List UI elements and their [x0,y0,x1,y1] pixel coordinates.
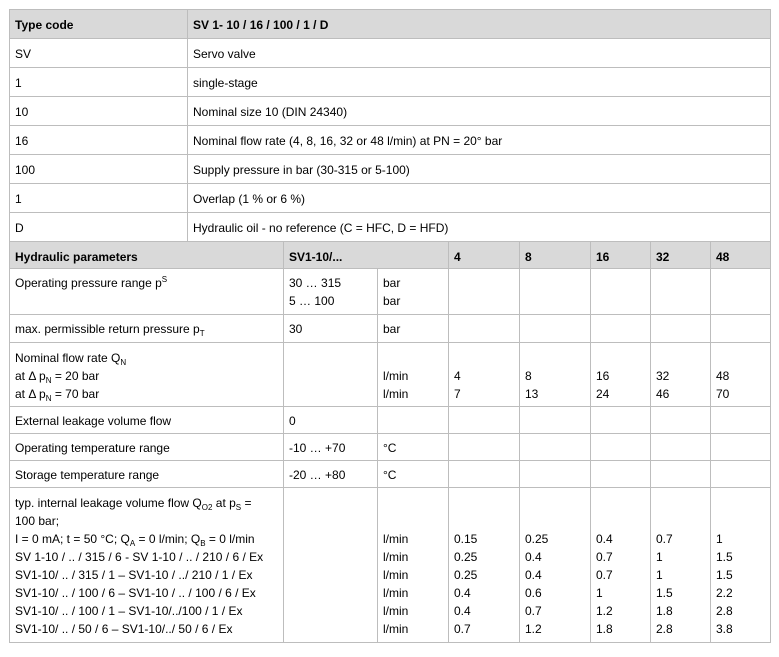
label-text: = [241,496,252,510]
table-row [10,488,771,643]
label-sub: B [200,539,206,548]
param-label-line [15,385,278,403]
value-line: 13 [525,387,539,401]
value-line: 1 [656,568,663,582]
unit-line: l/min [383,387,409,401]
table-row [10,434,771,461]
flow-48-cell [711,488,771,643]
table-row [10,315,771,343]
unit-line: l/min [383,532,409,546]
value-line: 24 [596,387,610,401]
value-line: 32 [656,369,670,383]
unit-cell: bar [378,315,449,343]
value-line: 46 [656,387,670,401]
value-line: 1 [656,550,663,564]
value-line: 0.4 [525,568,542,582]
type-code-cell: 1 [10,184,188,213]
label-text: Nominal flow rate Q [15,351,121,365]
unit-line: l/min [383,550,409,564]
unit-line: l/min [383,568,409,582]
flow-4-header: 4 [449,242,520,269]
value-line: 0.6 [525,586,542,600]
value-line: 1.2 [596,604,613,618]
unit-line: l/min [383,369,409,383]
value-line: 1.5 [656,586,673,600]
value-line: 4 [454,369,461,383]
flow-8-cell [520,343,591,407]
unit-cell [378,343,449,407]
value-line: 0.7 [596,568,613,582]
value-line: 1.8 [656,604,673,618]
value-line: 16 [596,369,610,383]
label-text: typ. internal leakage volume flow Q [15,496,202,510]
param-label-line [15,367,278,385]
value-line: 2.8 [716,604,733,618]
value-line: 0.25 [454,550,478,564]
param-label [10,269,284,315]
value-line: 0.7 [656,532,673,546]
param-label: Storage temperature range [10,461,284,488]
type-code-header: Type code [10,10,188,39]
param-label: Operating temperature range [10,434,284,461]
type-desc-cell: Overlap (1 % or 6 %) [188,184,771,213]
type-desc-cell: Nominal flow rate (4, 8, 16, 32 or 48 l/min) at PN = 20° bar [188,126,771,155]
value-line: 0.4 [525,550,542,564]
value-line: 7 [454,387,461,401]
param-label-sup: S [161,275,168,284]
label-sub: O2 [201,503,213,512]
table-row [10,97,771,126]
label-text: = 70 bar [51,387,100,401]
value-cell: 30 [284,315,378,343]
param-label-line: 100 bar; [15,514,60,528]
type-desc-cell: single-stage [188,68,771,97]
table-row [10,269,771,315]
type-code-cell: 10 [10,97,188,126]
unit-line: l/min [383,604,409,618]
table-row [10,155,771,184]
value-line: 0.7 [596,550,613,564]
value-line: 1 [716,532,723,546]
type-code-cell: 16 [10,126,188,155]
type-code-header-row [10,10,771,39]
label-sub: N [45,376,52,385]
value-line: 1.2 [525,622,542,636]
type-desc-cell: Nominal size 10 (DIN 24340) [188,97,771,126]
type-code-value-header: SV 1- 10 / 16 / 100 / 1 / D [188,10,771,39]
model-line: SV1-10/ .. / 100 / 1 – SV1-10/../100 / 1 / Ex [15,604,243,618]
value-line: 2.2 [716,586,733,600]
param-label [10,315,284,343]
unit-line: l/min [383,622,409,636]
value-line: 0.7 [525,604,542,618]
flow-4-cell [449,488,520,643]
table-row [10,343,771,407]
label-text: I = 0 mA; t = 50 °C; Q [15,532,130,546]
value-line: 1.5 [716,550,733,564]
value-line: 30 … 315 [289,276,342,290]
label-sub: N [120,358,127,367]
type-desc-cell: Servo valve [188,39,771,68]
value-line: 0.25 [454,568,478,582]
flow-48-header: 48 [711,242,771,269]
table-row [10,407,771,434]
type-desc-cell: Supply pressure in bar (30-315 or 5-100) [188,155,771,184]
value-line: 0.15 [454,532,478,546]
value-cell [284,269,378,315]
type-code-cell: D [10,213,188,242]
value-line: 0.4 [596,532,613,546]
unit-line: bar [383,294,401,308]
flow-32-cell [651,488,711,643]
value-line: 3.8 [716,622,733,636]
model-line: SV1-10/ .. / 50 / 6 – SV1-10/../ 50 / 6 / Ex [15,622,233,636]
param-label: External leakage volume flow [10,407,284,434]
param-header: Hydraulic parameters [10,242,284,269]
unit-line: l/min [383,586,409,600]
label-sub: N [45,394,52,403]
hydraulic-parameters-table [9,241,771,643]
value-line: 8 [525,369,532,383]
unit-cell: °C [378,461,449,488]
table-row [10,184,771,213]
model-line: SV1-10/ .. / 100 / 6 – SV1-10 / .. / 100 / 6 / Ex [15,586,256,600]
value-line: 48 [716,369,730,383]
param-label [10,343,284,407]
model-line: SV1-10/ .. / 315 / 1 – SV1-10 / ../ 210 / 1 / Ex [15,568,253,582]
flow-48-cell [711,343,771,407]
value-line: 70 [716,387,730,401]
param-label-line [15,530,278,548]
value-line: 0.4 [454,586,471,600]
label-text: at Δ p [15,387,46,401]
param-label-text: Operating pressure range p [15,276,162,290]
value-cell: -20 … +80 [284,461,378,488]
type-code-cell: SV [10,39,188,68]
label-sub: S [235,503,242,512]
table-row [10,68,771,97]
label-text: = 0 l/min [205,532,255,546]
unit-cell: °C [378,434,449,461]
param-label-sub: T [199,329,205,338]
value-line: 1.5 [716,568,733,582]
param-label-text: max. permissible return pressure p [15,322,200,336]
flow-32-header: 32 [651,242,711,269]
label-text: = 20 bar [51,369,100,383]
flow-16-cell [591,488,651,643]
table-row [10,126,771,155]
label-sub: A [129,539,136,548]
unit-line: bar [383,276,401,290]
value-line: 5 … 100 [289,294,335,308]
hydraulic-header-row [10,242,771,269]
type-desc-cell: Hydraulic oil - no reference (C = HFC, D = HFD) [188,213,771,242]
value-line: 1.8 [596,622,613,636]
label-text: at Δ p [15,369,46,383]
value-line: 0.4 [454,604,471,618]
table-row [10,461,771,488]
model-header: SV1-10/... [284,242,449,269]
label-text: = 0 l/min; Q [135,532,201,546]
table-row [10,39,771,68]
param-label-line [15,349,278,367]
label-text: at p [212,496,236,510]
value-line: 1 [596,586,603,600]
unit-cell [378,488,449,643]
type-code-table [9,9,771,242]
flow-8-cell [520,488,591,643]
param-label-line [15,494,278,512]
model-line: SV 1-10 / .. / 315 / 6 - SV 1-10 / .. / 210 / 6 / Ex [15,550,264,564]
flow-16-header: 16 [591,242,651,269]
flow-32-cell [651,343,711,407]
type-code-cell: 100 [10,155,188,184]
flow-8-header: 8 [520,242,591,269]
value-cell: -10 … +70 [284,434,378,461]
value-line: 2.8 [656,622,673,636]
type-code-cell: 1 [10,68,188,97]
value-line: 0.25 [525,532,549,546]
flow-16-cell [591,343,651,407]
param-label [10,488,284,643]
flow-4-cell [449,343,520,407]
value-line: 0.7 [454,622,471,636]
value-cell: 0 [284,407,378,434]
unit-cell [378,269,449,315]
table-row [10,213,771,242]
